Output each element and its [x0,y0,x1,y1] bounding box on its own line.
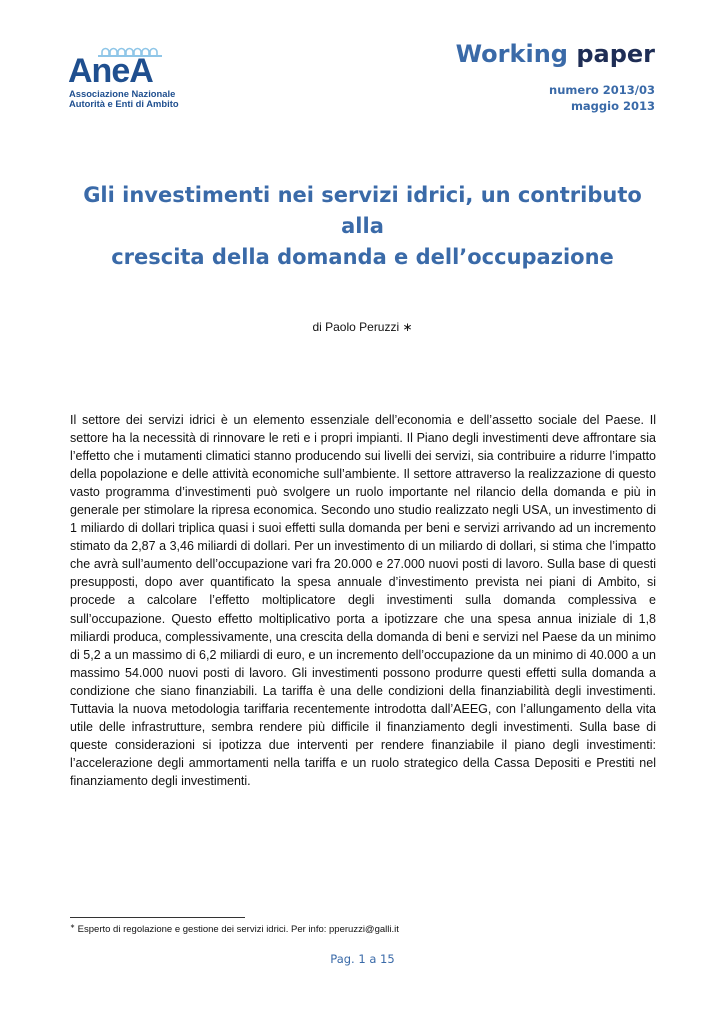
abstract-paragraph: Il settore dei servizi idrici è un elemento essenziale dell’economia e dell’assetto sociale del Paese. Il settore ha la necessità di rinnovare le reti e i propri impianti. Il Piano degli investimenti deve affrontare sia l’effetto che i mutamenti climatici stanno producendo sui livelli dei servizi, sia contribuire a ridurre l’impatto della popolazione e delle attività economiche sull’ambiente. Il settore attraverso la realizzazione di questo vasto programma d’investimenti può svolgere un ruolo importante nel rilancio della domanda e più in generale per stimolare la ripresa economica. Secondo uno studio realizzato negli USA, un investimento di 1 miliardo di dollari triplica quasi i suoi effetti sulla domanda per beni e servizi arrivando ad un incremento stimato da 2,87 a 3,46 miliardi di dollari. Per un investimento di un miliardo di dollari, si stima che l’impatto che avrà sull’aumento dell’occupazione vari fra 20.000 e 27.000 nuovi posti di lavoro. Sulla base di questi presupposti, dopo aver quantificato la spesa annuale d’investimento prevista nei piani di Ambito, si procede a calcolare l’effetto moltiplicatore degli investimenti sulla domanda complessiva e sull’occupazione. Questo effetto moltiplicativo porta a ipotizzare che una spesa annua iniziale di 1,8 miliardi produca, complessivamente, una crescita della domanda di beni e servizi nel Paese da un minimo di 5,2 a un massimo di 6,2 miliardi di euro, e un incremento dell’occupazione da un minimo di 40.000 a un massimo 54.000 nuovi posti di lavoro. Gli investimenti possono produrre questi effetti sulla domanda a condizione che siano finanziabili. La tariffa è una delle condizioni della finanziabilità degli investimenti. Tuttavia la nuova metodologia tariffaria recentemente introdotta dall’AEEG, con l’allungamento della vita utile delle infrastrutture, sembra rendere più difficile il finanziamento degli investimenti. Sulla base di queste considerazioni si ipotizza due interventi per rendere finanziabile il piano degli investimenti: l’accelerazione degli ammortamenti nella tariffa e un ruolo strategico della Cassa Depositi e Prestiti nel finanziamento degli investimenti. [70,413,656,788]
series-title [456,40,655,68]
document-title-line1: Gli investimenti nei servizi idrici, un contributo alla [83,183,642,238]
logo-caption-line1: Associazione Nazionale [69,88,176,99]
issue-number: numero 2013/03 [549,83,655,97]
footnote-rule [70,917,245,918]
document-title [70,180,655,273]
series-title-word1: Working [455,40,568,68]
issue-date: maggio 2013 [570,99,655,113]
logo-caption [69,89,199,110]
page-number: Pag. 1 a 15 [330,952,395,966]
author-name: di Paolo Peruzzi [312,320,400,334]
footnote [70,923,660,935]
series-title-word2: paper [576,40,655,68]
footnote-mark: ∗ [70,924,76,930]
author-footnote-mark: ∗ [402,320,413,334]
document-title-line2: crescita della domanda e dell’occupazione [111,245,614,269]
anea-logo [66,42,182,112]
footnote-text: Esperto di regolazione e gestione dei servizi idrici. Per info: pperuzzi@galli.it [75,924,399,936]
logo-caption-line2: Autorità e Enti di Ambito [69,98,179,110]
issue-meta [549,82,655,114]
author-byline [70,320,655,334]
logo-wordmark: AneA [68,52,153,86]
logo-graphic [66,42,182,86]
